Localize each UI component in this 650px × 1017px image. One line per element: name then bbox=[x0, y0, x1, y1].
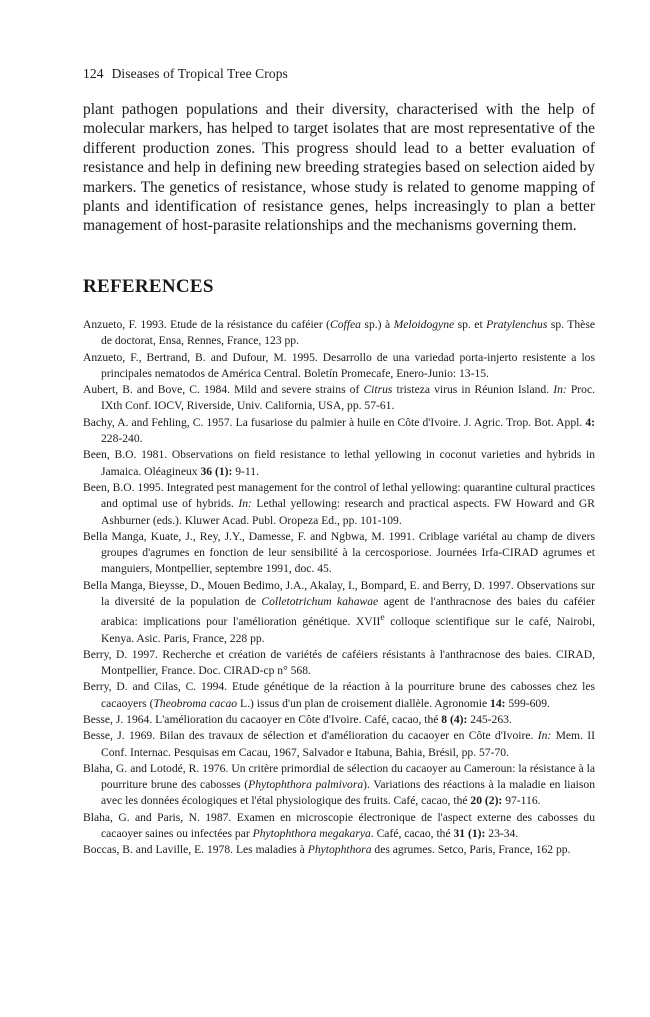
book-title: Diseases of Tropical Tree Crops bbox=[111, 66, 288, 81]
reference-entry-boccas-1978: Boccas, B. and Laville, E. 1978. Les maladies à Phytophthora des agrumes. Setco, Paris, France, 162 pp. bbox=[83, 843, 571, 857]
reference-entry-bachy-1957: Bachy, A. and Fehling, C. 1957. La fusariose du palmier à huile en Côte d'Ivoire. J. Agric. Trop. Bot. Appl. 4: 228-240. bbox=[83, 415, 595, 446]
reference-entry-besse-1969: Besse, J. 1969. Bilan des travaux de sélection et d'amélioration du cacaoyer en Côte d'Ivoire. In: Mem. II Conf. Internac. Pesquisas em Cacau, 1967, Salvador e Itabuna, Bahia, Brésil, pp. 57-70. bbox=[83, 729, 595, 759]
reference-entry-blaha-1976: Blaha, G. and Lotodé, R. 1976. Un critère primordial de sélection du cacaoyer au Cameroun: la résistance à la pourriture brune des cabosses (Phytophthora palmivora). Variations des réactions à la maladie en liaison avec les données écologiques et l'étal physiologique des fruits. Café, cacao, thé 20 (2): 97-116. bbox=[83, 761, 595, 808]
reference-list bbox=[83, 317, 595, 859]
reference-entry-besse-1964: Besse, J. 1964. L'amélioration du cacaoyer en Côte d'Ivoire. Café, cacao, thé 8 (4): 245-263. bbox=[83, 712, 512, 726]
reference-entry-blaha-1987: Blaha, G. and Paris, N. 1987. Examen en microscopie électronique de l'aspect externe des cabosses du cacaoyer saines ou infectées par Phytophthora megakarya. Café, cacao, thé 31 (1): 23-34. bbox=[83, 810, 595, 841]
references-heading: REFERENCES bbox=[83, 276, 214, 297]
reference-entry-berry-1994: Berry, D. and Cilas, C. 1994. Etude génétique de la réaction à la pourriture brune des cabosses chez les cacaoyers (Theobroma cacao L.) issus d'un plan de croisement diallèle. Agronomie 14: 599-609. bbox=[83, 680, 595, 710]
reference-entry-bella-manga-1997: Bella Manga, Bieysse, D., Mouen Bedimo, J.A., Akalay, I., Bompard, E. and Berry, D. 1997. Observations sur la diversité de la population de Colletotrichum kahawae agent de l'anthracnose des baies du caféier arabica: implications pour l'amélioration génétique. XVIIe colloque scientifique sur le café, Nairobi, Kenya. Asic. Paris, France, 228 pp. bbox=[83, 578, 595, 645]
intro-paragraph: plant pathogen populations and their diversity, characterised with the help of molecular markers, has helped to target isolates that are most representative of the different production zones. This progress should lead to a better evaluation of resistance and help in defining new breeding strategies based on selection aided by markers. The genetics of resistance, whose study is related to genome mapping of plants and identification of resistance genes, helps increasingly to plan a better management of host-parasite relationships and the mechanisms governing them. bbox=[83, 101, 595, 235]
reference-entry-anzueto-1993: Anzueto, F. 1993. Etude de la résistance du caféier (Coffea sp.) à Meloidogyne sp. et Pratylenchus sp. Thèse de doctorat, Ensa, Rennes, France, 123 pp. bbox=[83, 318, 595, 348]
reference-entry-bella-manga-1991: Bella Manga, Kuate, J., Rey, J.Y., Damesse, F. and Ngbwa, M. 1991. Criblage variétal au champ de divers groupes d'agrumes en fonction de leur sensibilité à la cercosporiose. Journées Irfa-CIRAD agrumes et manguiers, Montpellier, septembre 1991, doc. 45. bbox=[83, 529, 595, 576]
reference-entry-been-1995: Been, B.O. 1995. Integrated pest management for the control of lethal yellowing: quarantine cultural practices and optimal use of hybrids. In: Lethal yellowing: research and practical aspects. FW Howard and GR Ashburner (eds.). Kluwer Acad. Publ. Oropeza Ed., pp. 101-109. bbox=[83, 480, 595, 527]
running-head bbox=[83, 66, 288, 82]
reference-entry-been-1981: Been, B.O. 1981. Observations on field resistance to lethal yellowing in coconut varieties and hybrids in Jamaica. Oléagineux 36 (1): 9-11. bbox=[83, 448, 595, 478]
reference-entry-anzueto-1995: Anzueto, F., Bertrand, B. and Dufour, M. 1995. Desarrollo de una variedad porta-injerto resistente a los principales nematodos de América Central. Boletín Promecafe, Enero-Junio: 13-15. bbox=[83, 350, 595, 380]
reference-entry-aubert-1984: Aubert, B. and Bove, C. 1984. Mild and severe strains of Citrus tristeza virus in Réunion Island. In: Proc. IXth Conf. IOCV, Riverside, Univ. California, USA, pp. 57-61. bbox=[83, 383, 595, 413]
page-number: 124 bbox=[83, 66, 104, 81]
reference-entry-berry-1997: Berry, D. 1997. Recherche et création de variétés de caféiers résistants à l'anthracnose des baies. CIRAD, Montpellier, France. Doc. CIRAD-cp n° 568. bbox=[83, 647, 595, 678]
